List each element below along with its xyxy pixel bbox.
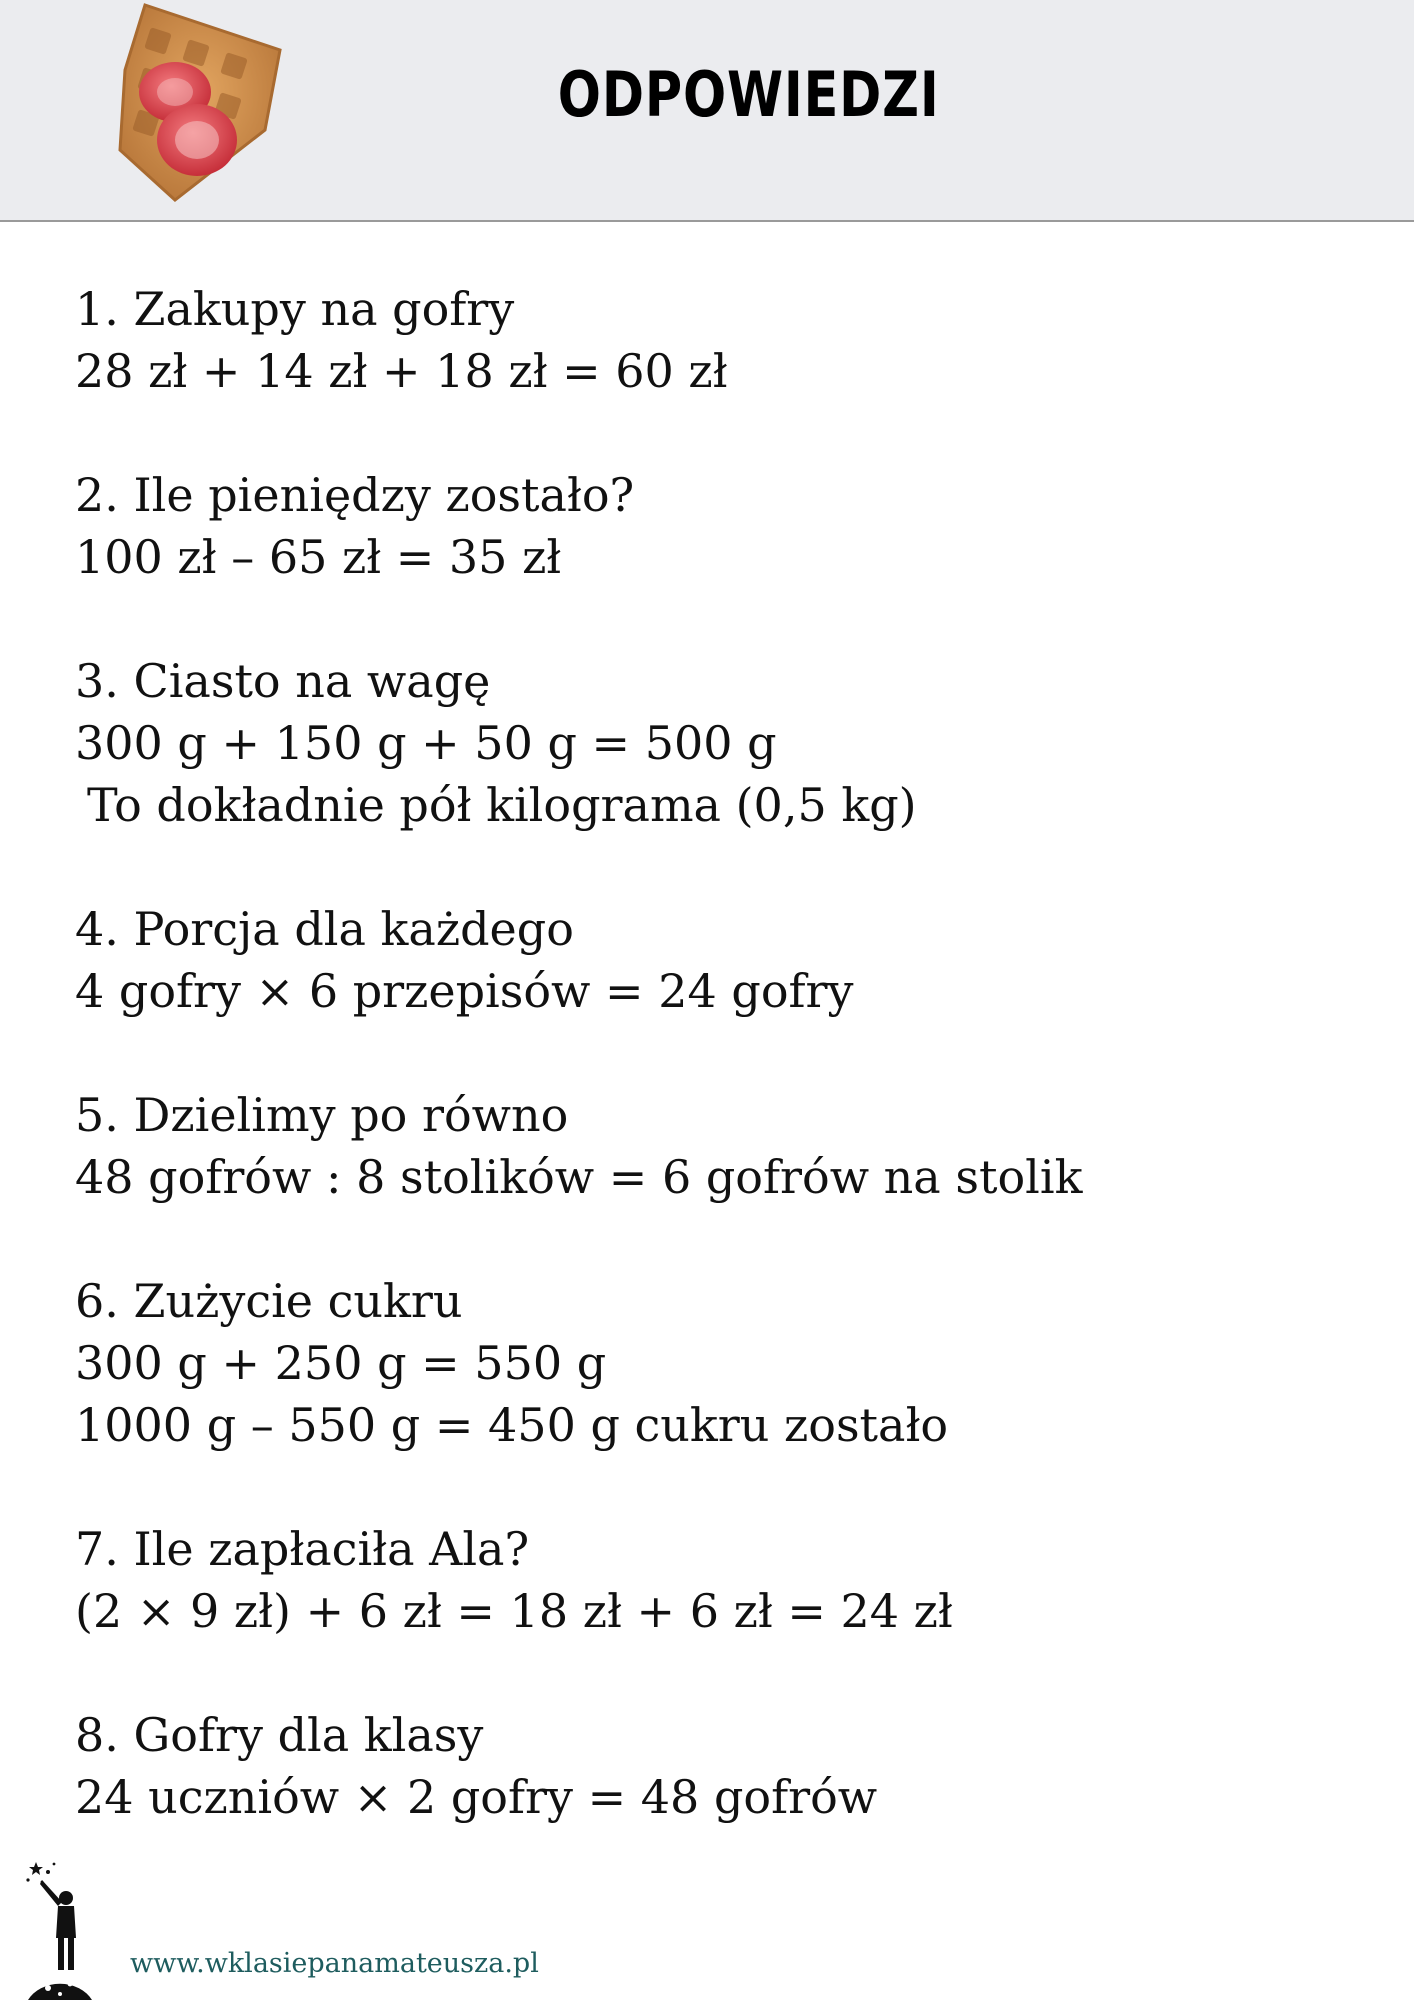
answer-item [75,464,1375,588]
footer-website-url[interactable]: www.wklasiepanamateusza.pl [130,1948,539,1979]
answer-line: 28 zł + 14 zł + 18 zł = 60 zł [75,344,728,398]
answer-title: 1. Zakupy na gofry [75,282,515,336]
child-star-logo-icon [22,1858,94,2000]
answer-title: 3. Ciasto na wagę [75,654,491,708]
answer-item [75,278,1375,402]
answer-line: (2 × 9 zł) + 6 zł = 18 zł + 6 zł = 24 zł [75,1584,953,1638]
answer-item [75,1084,1375,1208]
answer-line: 300 g + 250 g = 550 g [75,1336,607,1390]
answer-line: 4 gofry × 6 przepisów = 24 gofry [75,964,854,1018]
answer-item [75,1518,1375,1642]
answer-title: 5. Dzielimy po równo [75,1088,569,1142]
answer-title: 4. Porcja dla każdego [75,902,574,956]
page-title: ODPOWIEDZI [557,58,940,131]
answer-item [75,898,1375,1022]
answer-title: 7. Ile zapłaciła Ala? [75,1522,530,1576]
answer-line: 300 g + 150 g + 50 g = 500 g [75,716,777,770]
answer-item [75,1704,1375,1828]
answer-line: 1000 g – 550 g = 450 g cukru zostało [75,1398,949,1452]
answer-item [75,650,1375,836]
answer-title: 6. Zużycie cukru [75,1274,463,1328]
answer-title: 2. Ile pieniędzy zostało? [75,468,635,522]
answers-list [75,278,1375,1890]
answer-line: 48 gofrów : 8 stolików = 6 gofrów na stolik [75,1150,1083,1204]
header-bar [0,0,1414,222]
answer-line: 100 zł – 65 zł = 35 zł [75,530,562,584]
waffle-strawberry-icon [105,0,295,205]
answer-line: 24 uczniów × 2 gofry = 48 gofrów [75,1770,878,1824]
answer-title: 8. Gofry dla klasy [75,1708,484,1762]
answer-item [75,1270,1375,1456]
answer-line: To dokładnie pół kilograma (0,5 kg) [87,778,917,832]
